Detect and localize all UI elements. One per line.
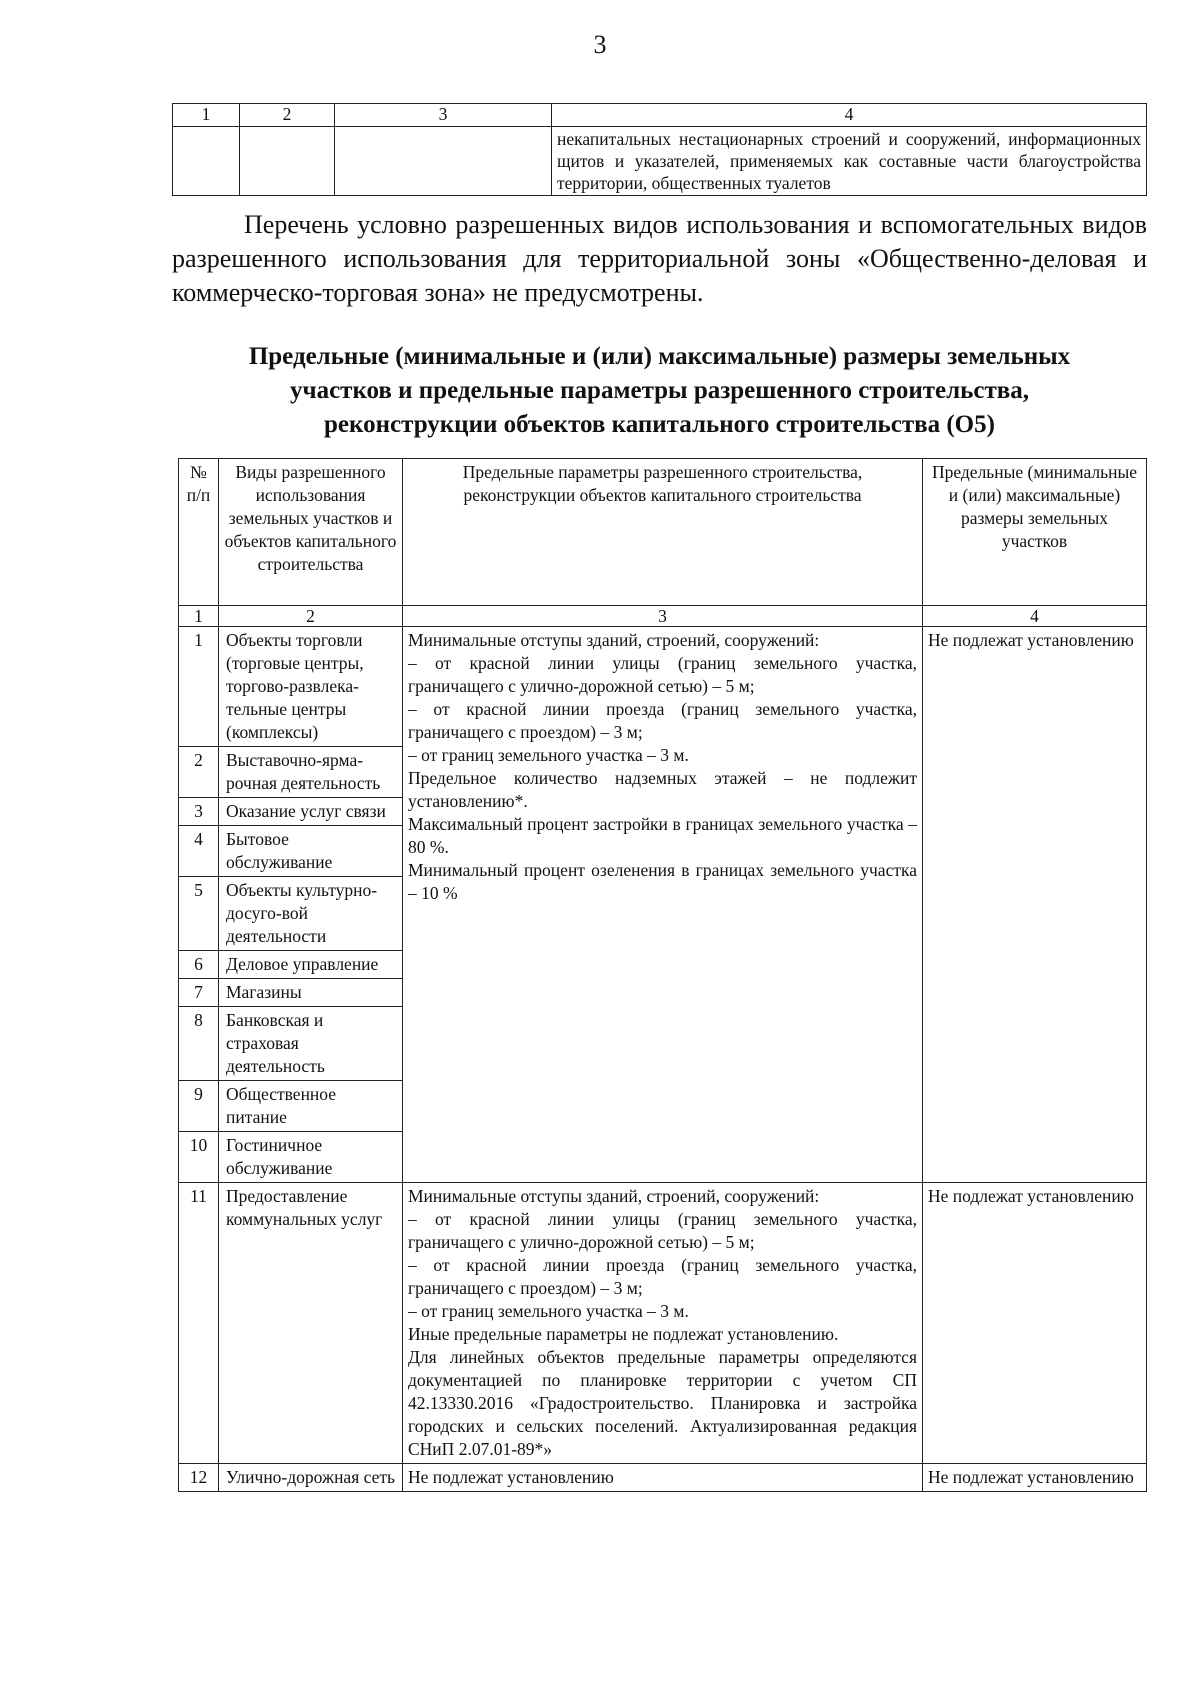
param-line: Для линейных объектов предельные параметры определяются документацией по планировке территории с учетом СП 42.13330.2016 «Градостроительство. Планировка и застройка городских и сельских поселений. Актуализированная редакция СНиП 2.07.01-89*» [408,1347,917,1459]
header-sizes: Предельные (минимальные и (или) максимальные) размеры земельных участков [923,459,1147,606]
param-line: Минимальный процент озеленения в границах земельного участка – 10 % [408,860,917,903]
row12-sizes: Не подлежат установлению [923,1464,1147,1492]
row-kind: Предоставление коммунальных услуг [219,1183,403,1464]
table-row [179,1183,1147,1464]
row-number: 9 [179,1081,219,1132]
row-number: 2 [179,747,219,798]
row-kind: Оказание услуг связи [219,798,403,826]
parameters-table [178,458,1147,1492]
row12-params: Не подлежат установлению [403,1464,923,1492]
row-number: 6 [179,951,219,979]
parameters-table-header-row [179,459,1147,606]
column-index-row [179,606,1147,627]
row-kind: Выставочно-ярма-рочная деятельность [219,747,403,798]
continuation-text: некапитальных нестационарных строений и сооружений, информационных щитов и указателей, применяемых как составные части благоустройства территории, общественных туалетов [552,127,1147,196]
param-line: Минимальные отступы зданий, строений, сооружений: [408,630,820,650]
row-number: 12 [179,1464,219,1492]
row-kind: Магазины [219,979,403,1007]
row-number: 8 [179,1007,219,1081]
col-index-2: 2 [240,104,335,127]
continuation-table-row [173,127,1147,196]
col-index-1: 1 [173,104,240,127]
row-number: 3 [179,798,219,826]
param-line: – от границ земельного участка – 3 м. [408,745,689,765]
row-kind: Бытовое обслуживание [219,826,403,877]
row-number: 10 [179,1132,219,1183]
row-number: 5 [179,877,219,951]
continuation-table-header-row [173,104,1147,127]
row-number: 1 [179,627,219,747]
row11-sizes: Не подлежат установлению [923,1183,1147,1464]
row-kind: Улично-дорожная сеть [219,1464,403,1492]
row-kind: Банковская и страховая деятельность [219,1007,403,1081]
row11-params [403,1183,923,1464]
section-heading [172,340,1147,442]
row-kind: Общественное питание [219,1081,403,1132]
header-kinds: Виды разрешенного использования земельных участков и объектов капитального строительства [219,459,403,606]
col-index-4: 4 [552,104,1147,127]
empty-cell [240,127,335,196]
param-line: Максимальный процент застройки в границах земельного участка – 80 %. [408,814,917,857]
group1-params [403,627,923,1183]
param-line: – от красной линии проезда (границ земельного участка, граничащего с проездом) – 3 м; [408,699,917,742]
column-index: 1 [179,606,219,627]
body-paragraph: Перечень условно разрешенных видов использования и вспомогательных видов разрешенного использования для территориальной зоны «Общественно-деловая и коммерческо-торговая зона» не предусмотрены. [172,210,1147,307]
col-index-3: 3 [335,104,552,127]
column-index: 3 [403,606,923,627]
row-number: 4 [179,826,219,877]
continuation-table [172,103,1147,196]
row-kind: Объекты культурно-досуго-вой деятельности [219,877,403,951]
empty-cell [335,127,552,196]
section-heading-line: участков и предельные параметры разрешенного строительства, [289,377,1030,404]
table-row [179,627,1147,747]
row-kind: Объекты торговли (торговые центры, торгово-развлека-тельные центры (комплексы) [219,627,403,747]
header-params: Предельные параметры разрешенного строительства, реконструкции объектов капитального строительства [403,459,923,606]
param-line: – от красной линии улицы (границ земельного участка, граничащего с улично-дорожной сетью) – 5 м; [408,1209,917,1252]
row-number: 11 [179,1183,219,1464]
column-index: 4 [923,606,1147,627]
page-number: 3 [593,30,607,59]
param-line: – от границ земельного участка – 3 м. [408,1301,689,1321]
header-number: № п/п [179,459,219,606]
section-heading-line: реконструкции объектов капитального строительства (О5) [324,411,995,438]
row-kind: Деловое управление [219,951,403,979]
param-line: – от красной линии улицы (границ земельного участка, граничащего с улично-дорожной сетью) – 5 м; [408,653,917,696]
row-kind: Гостиничное обслуживание [219,1132,403,1183]
empty-cell [173,127,240,196]
section-heading-line: Предельные (минимальные и (или) максимальные) размеры земельных [248,343,1071,370]
param-line: Минимальные отступы зданий, строений, сооружений: [408,1186,820,1206]
table-row [179,1464,1147,1492]
row-number: 7 [179,979,219,1007]
column-index: 2 [219,606,403,627]
group1-sizes: Не подлежат установлению [923,627,1147,1183]
param-line: Предельное количество надземных этажей – не подлежит установлению*. [408,768,917,811]
param-line: – от красной линии проезда (границ земельного участка, граничащего с проездом) – 3 м; [408,1255,917,1298]
param-line: Иные предельные параметры не подлежат установлению. [408,1324,839,1344]
